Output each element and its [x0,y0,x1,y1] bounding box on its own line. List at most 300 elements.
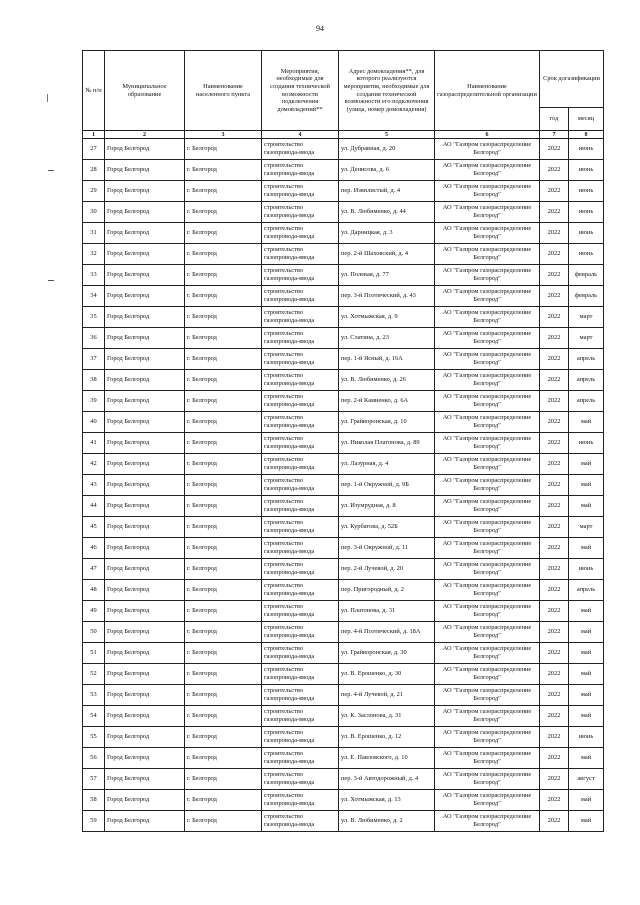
year-cell: 2022 [540,328,569,349]
year-cell: 2022 [540,748,569,769]
table-row [83,559,604,580]
municipality-cell: Город Белгород [105,475,185,496]
table-row [83,769,604,790]
month-cell: апрель [569,349,604,370]
year-cell: 2022 [540,601,569,622]
table-row [83,475,604,496]
table-row [83,601,604,622]
row-number: 47 [83,559,105,580]
organization-cell: АО "Газпром газораспределение Белгород" [435,454,540,475]
measure-cell: строительство газопровода-ввода [262,433,339,454]
table-row [83,433,604,454]
measure-cell: строительство газопровода-ввода [262,706,339,727]
settlement-cell: г. Белгород [185,769,262,790]
row-number: 52 [83,664,105,685]
margin-tick [48,170,54,171]
settlement-cell: г. Белгород [185,790,262,811]
row-number: 27 [83,139,105,160]
row-number: 49 [83,601,105,622]
row-number: 59 [83,811,105,832]
row-number: 31 [83,223,105,244]
table-row [83,160,604,181]
measure-cell: строительство газопровода-ввода [262,811,339,832]
address-cell: пер. 3-й Поэтический, д. 43 [339,286,435,307]
month-cell: июнь [569,139,604,160]
settlement-cell: г. Белгород [185,286,262,307]
column-number: 7 [540,131,569,139]
measure-cell: строительство газопровода-ввода [262,328,339,349]
row-number: 38 [83,370,105,391]
table-row [83,538,604,559]
row-number: 41 [83,433,105,454]
month-cell: май [569,412,604,433]
address-cell: пер. 3-й Автодорожный, д. 4 [339,769,435,790]
month-cell: май [569,748,604,769]
municipality-cell: Город Белгород [105,349,185,370]
settlement-cell: г. Белгород [185,139,262,160]
measure-cell: строительство газопровода-ввода [262,559,339,580]
measure-cell: строительство газопровода-ввода [262,391,339,412]
address-cell: пер. 2-й Шаховский, д. 4 [339,244,435,265]
municipality-cell: Город Белгород [105,685,185,706]
table-row [83,580,604,601]
organization-cell: АО "Газпром газораспределение Белгород" [435,664,540,685]
organization-cell: АО "Газпром газораспределение Белгород" [435,538,540,559]
organization-cell: АО "Газпром газораспределение Белгород" [435,412,540,433]
organization-cell: АО "Газпром газораспределение Белгород" [435,160,540,181]
organization-cell: АО "Газпром газораспределение Белгород" [435,349,540,370]
measure-cell: строительство газопровода-ввода [262,748,339,769]
header-settlement: Наименование населенного пункта [185,51,262,131]
table-row [83,202,604,223]
column-number: 4 [262,131,339,139]
organization-cell: АО "Газпром газораспределение Белгород" [435,811,540,832]
month-cell: июнь [569,223,604,244]
settlement-cell: г. Белгород [185,601,262,622]
row-number: 43 [83,475,105,496]
municipality-cell: Город Белгород [105,370,185,391]
organization-cell: АО "Газпром газораспределение Белгород" [435,202,540,223]
table-row [83,706,604,727]
organization-cell: АО "Газпром газораспределение Белгород" [435,370,540,391]
organization-cell: АО "Газпром газораспределение Белгород" [435,328,540,349]
municipality-cell: Город Белгород [105,139,185,160]
address-cell: ул. Е. Павловского, д. 10 [339,748,435,769]
table-row [83,454,604,475]
table-row [83,643,604,664]
row-number: 42 [83,454,105,475]
municipality-cell: Город Белгород [105,265,185,286]
table-row [83,181,604,202]
month-cell: март [569,517,604,538]
table-row [83,811,604,832]
organization-cell: АО "Газпром газораспределение Белгород" [435,391,540,412]
year-cell: 2022 [540,496,569,517]
settlement-cell: г. Белгород [185,181,262,202]
year-cell: 2022 [540,664,569,685]
settlement-cell: г. Белгород [185,223,262,244]
measure-cell: строительство газопровода-ввода [262,517,339,538]
municipality-cell: Город Белгород [105,790,185,811]
month-cell: май [569,643,604,664]
measure-cell: строительство газопровода-ввода [262,727,339,748]
header-address: Адрес домовладения**, для которого реализуются мероприятия, необходимые для создания технической возможности его подключения (улица, номер домовладения) [339,51,435,131]
year-cell: 2022 [540,223,569,244]
row-number: 30 [83,202,105,223]
year-cell: 2022 [540,391,569,412]
settlement-cell: г. Белгород [185,643,262,664]
year-cell: 2022 [540,685,569,706]
organization-cell: АО "Газпром газораспределение Белгород" [435,685,540,706]
row-number: 44 [83,496,105,517]
column-number: 5 [339,131,435,139]
organization-cell: АО "Газпром газораспределение Белгород" [435,244,540,265]
measure-cell: строительство газопровода-ввода [262,307,339,328]
organization-cell: АО "Газпром газораспределение Белгород" [435,517,540,538]
row-number: 56 [83,748,105,769]
settlement-cell: г. Белгород [185,580,262,601]
header-num: № п/п [83,51,105,131]
month-cell: май [569,664,604,685]
header-month: месяц [569,108,604,131]
month-cell: май [569,601,604,622]
municipality-cell: Город Белгород [105,244,185,265]
year-cell: 2022 [540,412,569,433]
settlement-cell: г. Белгород [185,559,262,580]
column-number-row [83,131,604,139]
row-number: 45 [83,517,105,538]
address-cell: пер. Извилистый, д. 4 [339,181,435,202]
municipality-cell: Город Белгород [105,517,185,538]
year-cell: 2022 [540,790,569,811]
table-row [83,790,604,811]
table-row [83,412,604,433]
address-cell: ул. Грайворонская, д. 10 [339,412,435,433]
month-cell: март [569,307,604,328]
table-row [83,370,604,391]
year-cell: 2022 [540,559,569,580]
organization-cell: АО "Газпром газораспределение Белгород" [435,769,540,790]
address-cell: ул. Денисова, д. 6 [339,160,435,181]
address-cell: ул. К. Заслонова, д. 31 [339,706,435,727]
organization-cell: АО "Газпром газораспределение Белгород" [435,790,540,811]
header-measures: Мероприятия, необходимые для создания технической возможности подключения домовладений** [262,51,339,131]
address-cell: ул. Дарницкая, д. 3 [339,223,435,244]
settlement-cell: г. Белгород [185,454,262,475]
measure-cell: строительство газопровода-ввода [262,139,339,160]
table-row [83,223,604,244]
municipality-cell: Город Белгород [105,748,185,769]
margin-tick [48,280,54,281]
settlement-cell: г. Белгород [185,748,262,769]
table-row [83,622,604,643]
address-cell: ул. Изумрудная, д. 8 [339,496,435,517]
month-cell: июнь [569,160,604,181]
settlement-cell: г. Белгород [185,202,262,223]
table-row [83,139,604,160]
month-cell: июнь [569,433,604,454]
table-row [83,664,604,685]
month-cell: август [569,769,604,790]
municipality-cell: Город Белгород [105,307,185,328]
measure-cell: строительство газопровода-ввода [262,160,339,181]
row-number: 55 [83,727,105,748]
year-cell: 2022 [540,181,569,202]
year-cell: 2022 [540,811,569,832]
settlement-cell: г. Белгород [185,811,262,832]
column-number: 3 [185,131,262,139]
month-cell: март [569,328,604,349]
measure-cell: строительство газопровода-ввода [262,475,339,496]
address-cell: пер. Пригородный, д. 2 [339,580,435,601]
month-cell: май [569,622,604,643]
address-cell: ул. Дубравная, д. 20 [339,139,435,160]
row-number: 54 [83,706,105,727]
table-row [83,391,604,412]
table-body [83,139,604,832]
row-number: 33 [83,265,105,286]
table-row [83,349,604,370]
address-cell: ул. В. Любименко, д. 2 [339,811,435,832]
row-number: 28 [83,160,105,181]
row-number: 48 [83,580,105,601]
settlement-cell: г. Белгород [185,265,262,286]
row-number: 40 [83,412,105,433]
municipality-cell: Город Белгород [105,181,185,202]
address-cell: ул. Грайворонская, д. 30 [339,643,435,664]
row-number: 35 [83,307,105,328]
month-cell: апрель [569,370,604,391]
municipality-cell: Город Белгород [105,580,185,601]
month-cell: июнь [569,202,604,223]
organization-cell: АО "Газпром газораспределение Белгород" [435,286,540,307]
margin-dot [47,94,48,102]
organization-cell: АО "Газпром газораспределение Белгород" [435,643,540,664]
organization-cell: АО "Газпром газораспределение Белгород" [435,475,540,496]
year-cell: 2022 [540,433,569,454]
municipality-cell: Город Белгород [105,601,185,622]
measure-cell: строительство газопровода-ввода [262,664,339,685]
row-number: 50 [83,622,105,643]
year-cell: 2022 [540,538,569,559]
organization-cell: АО "Газпром газораспределение Белгород" [435,622,540,643]
address-cell: ул. Николая Платонова, д. 89 [339,433,435,454]
year-cell: 2022 [540,265,569,286]
month-cell: июнь [569,181,604,202]
row-number: 46 [83,538,105,559]
address-cell: пер. 2-й Камненко, д. 6А [339,391,435,412]
row-number: 32 [83,244,105,265]
row-number: 58 [83,790,105,811]
settlement-cell: г. Белгород [185,727,262,748]
measure-cell: строительство газопровода-ввода [262,265,339,286]
month-cell: февраль [569,286,604,307]
municipality-cell: Город Белгород [105,622,185,643]
year-cell: 2022 [540,307,569,328]
address-cell: ул. Полевая, д. 77 [339,265,435,286]
municipality-cell: Город Белгород [105,643,185,664]
settlement-cell: г. Белгород [185,706,262,727]
municipality-cell: Город Белгород [105,412,185,433]
column-number: 2 [105,131,185,139]
address-cell: пер. 1-й Окружной, д. 9Б [339,475,435,496]
municipality-cell: Город Белгород [105,286,185,307]
month-cell: июнь [569,244,604,265]
measure-cell: строительство газопровода-ввода [262,181,339,202]
measure-cell: строительство газопровода-ввода [262,622,339,643]
municipality-cell: Город Белгород [105,160,185,181]
header-term: Срок догазификации [540,51,604,108]
address-cell: ул. В. Ерошенко, д. 12 [339,727,435,748]
year-cell: 2022 [540,706,569,727]
year-cell: 2022 [540,475,569,496]
page-number: 94 [316,24,324,33]
measure-cell: строительство газопровода-ввода [262,601,339,622]
organization-cell: АО "Газпром газораспределение Белгород" [435,223,540,244]
row-number: 34 [83,286,105,307]
address-cell: пер. 4-й Лучевой, д. 21 [339,685,435,706]
address-cell: ул. Курбатова, д. 52Б [339,517,435,538]
table-row [83,328,604,349]
municipality-cell: Город Белгород [105,496,185,517]
settlement-cell: г. Белгород [185,244,262,265]
month-cell: май [569,496,604,517]
measure-cell: строительство газопровода-ввода [262,643,339,664]
municipality-cell: Город Белгород [105,769,185,790]
settlement-cell: г. Белгород [185,391,262,412]
address-cell: пер. 3-й Окружной, д. 11 [339,538,435,559]
measure-cell: строительство газопровода-ввода [262,538,339,559]
table-row [83,307,604,328]
settlement-cell: г. Белгород [185,349,262,370]
organization-cell: АО "Газпром газораспределение Белгород" [435,265,540,286]
organization-cell: АО "Газпром газораспределение Белгород" [435,601,540,622]
month-cell: май [569,790,604,811]
settlement-cell: г. Белгород [185,538,262,559]
measure-cell: строительство газопровода-ввода [262,412,339,433]
municipality-cell: Город Белгород [105,433,185,454]
settlement-cell: г. Белгород [185,475,262,496]
year-cell: 2022 [540,517,569,538]
address-cell: пер. 4-й Поэтический, д. 18А [339,622,435,643]
address-cell: ул. Платонова, д. 31 [339,601,435,622]
header-municipality: Муниципальное образование [105,51,185,131]
settlement-cell: г. Белгород [185,433,262,454]
municipality-cell: Город Белгород [105,811,185,832]
settlement-cell: г. Белгород [185,685,262,706]
measure-cell: строительство газопровода-ввода [262,286,339,307]
month-cell: май [569,538,604,559]
month-cell: июнь [569,727,604,748]
month-cell: май [569,685,604,706]
settlement-cell: г. Белгород [185,412,262,433]
table-row [83,685,604,706]
year-cell: 2022 [540,160,569,181]
address-cell: ул. Хотмыжская, д. 9 [339,307,435,328]
address-cell: ул. В. Любименко, д. 26 [339,370,435,391]
row-number: 36 [83,328,105,349]
municipality-cell: Город Белгород [105,706,185,727]
measure-cell: строительство газопровода-ввода [262,349,339,370]
address-cell: ул. Лазурная, д. 4 [339,454,435,475]
settlement-cell: г. Белгород [185,370,262,391]
table-row [83,286,604,307]
measure-cell: строительство газопровода-ввода [262,685,339,706]
table-row [83,244,604,265]
organization-cell: АО "Газпром газораспределение Белгород" [435,580,540,601]
address-cell: ул. В. Ерошенко, д. 30 [339,664,435,685]
year-cell: 2022 [540,580,569,601]
table-row [83,748,604,769]
organization-cell: АО "Газпром газораспределение Белгород" [435,727,540,748]
table-row [83,517,604,538]
measure-cell: строительство газопровода-ввода [262,223,339,244]
row-number: 53 [83,685,105,706]
measure-cell: строительство газопровода-ввода [262,790,339,811]
header-organization: Наименование газораспределительной организации [435,51,540,131]
municipality-cell: Город Белгород [105,328,185,349]
organization-cell: АО "Газпром газораспределение Белгород" [435,139,540,160]
month-cell: май [569,454,604,475]
column-number: 8 [569,131,604,139]
month-cell: май [569,475,604,496]
municipality-cell: Город Белгород [105,202,185,223]
measure-cell: строительство газопровода-ввода [262,769,339,790]
municipality-cell: Город Белгород [105,664,185,685]
settlement-cell: г. Белгород [185,307,262,328]
settlement-cell: г. Белгород [185,664,262,685]
year-cell: 2022 [540,370,569,391]
address-cell: ул. Слатина, д. 23 [339,328,435,349]
measure-cell: строительство газопровода-ввода [262,370,339,391]
year-cell: 2022 [540,244,569,265]
header-year: год [540,108,569,131]
measure-cell: строительство газопровода-ввода [262,496,339,517]
settlement-cell: г. Белгород [185,622,262,643]
table-row [83,496,604,517]
year-cell: 2022 [540,622,569,643]
settlement-cell: г. Белгород [185,496,262,517]
organization-cell: АО "Газпром газораспределение Белгород" [435,496,540,517]
row-number: 29 [83,181,105,202]
gasification-table [82,50,604,832]
year-cell: 2022 [540,349,569,370]
municipality-cell: Город Белгород [105,538,185,559]
organization-cell: АО "Газпром газораспределение Белгород" [435,748,540,769]
year-cell: 2022 [540,727,569,748]
year-cell: 2022 [540,643,569,664]
measure-cell: строительство газопровода-ввода [262,580,339,601]
row-number: 51 [83,643,105,664]
year-cell: 2022 [540,139,569,160]
municipality-cell: Город Белгород [105,727,185,748]
year-cell: 2022 [540,454,569,475]
row-number: 39 [83,391,105,412]
municipality-cell: Город Белгород [105,223,185,244]
year-cell: 2022 [540,202,569,223]
address-cell: пер. 2-й Лучевой, д. 20 [339,559,435,580]
municipality-cell: Город Белгород [105,391,185,412]
organization-cell: АО "Газпром газораспределение Белгород" [435,433,540,454]
table-header [83,51,604,139]
municipality-cell: Город Белгород [105,454,185,475]
address-cell: пер. 1-й Ясный, д. 16А [339,349,435,370]
column-number: 6 [435,131,540,139]
row-number: 37 [83,349,105,370]
month-cell: май [569,811,604,832]
table-row [83,265,604,286]
month-cell: июнь [569,559,604,580]
